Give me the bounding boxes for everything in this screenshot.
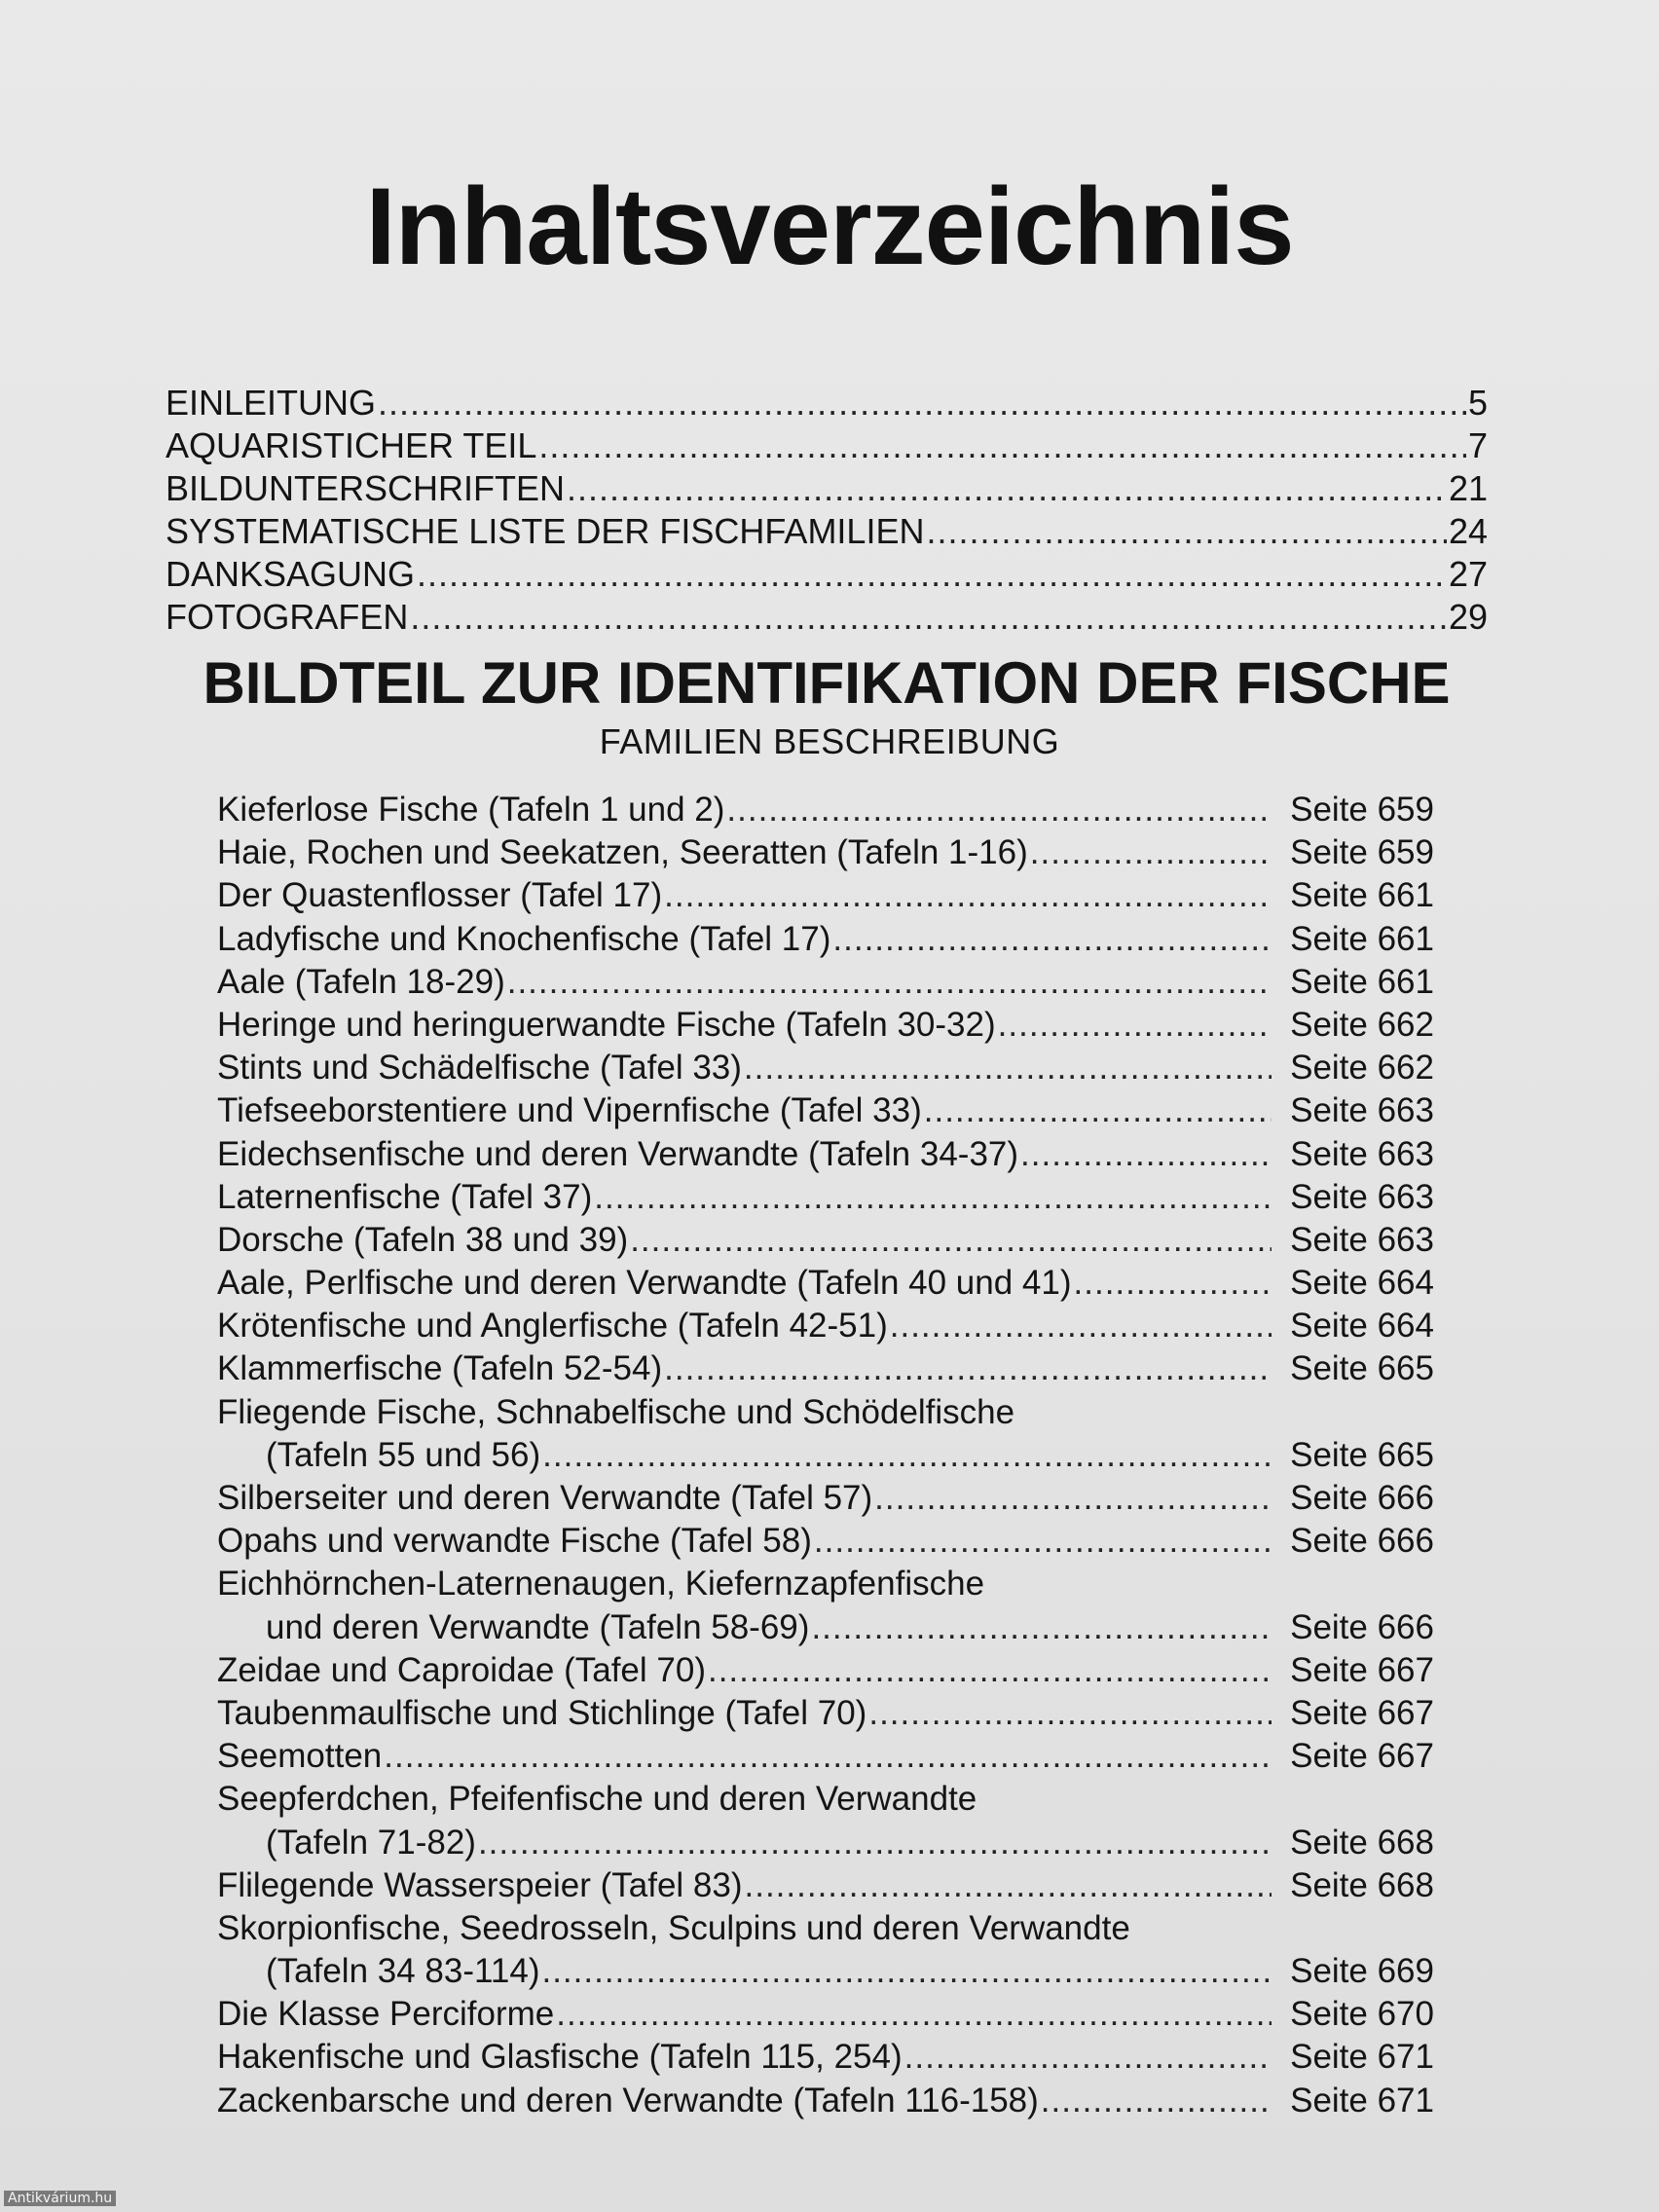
- toc-entry-label: Kieferlose Fische (Tafeln 1 und 2): [217, 791, 725, 829]
- toc-entry: [217, 1089, 1434, 1132]
- dot-leader: [1041, 2080, 1272, 2122]
- toc-entry: [217, 1606, 1434, 1649]
- toc-entry-continuation: und deren Verwandte (Tafeln 58-69): [266, 1607, 810, 1646]
- section-subtitle: FAMILIEN BESCHREIBUNG: [599, 721, 1060, 761]
- toc-entry-label: Die Klasse Perciforme: [217, 1995, 555, 2034]
- toc-entry-page: 7: [1467, 425, 1488, 465]
- dot-leader: [417, 553, 1447, 596]
- toc-entry: [217, 1219, 1434, 1262]
- toc-entry-label: Der Quastenflosser (Tafel 17): [217, 876, 663, 915]
- toc-entry-page: 29: [1448, 597, 1488, 637]
- dot-leader: [538, 424, 1466, 467]
- dot-leader: [726, 789, 1272, 831]
- toc-entry-continuation: (Tafeln 55 und 56): [266, 1435, 541, 1474]
- toc-entry-page: Seite 667: [1290, 1650, 1434, 1689]
- toc-entry-page: Seite 665: [1290, 1435, 1434, 1474]
- toc-entry-label: Aale (Tafeln 18-29): [217, 962, 505, 1001]
- toc-entry-label: Opahs und verwandte Fische (Tafel 58): [217, 1522, 812, 1561]
- toc-entry-page: Seite 666: [1290, 1479, 1434, 1517]
- toc-entry: [217, 1950, 1434, 1993]
- toc-entry-label: Ladyfische und Knochenfische (Tafel 17): [217, 919, 831, 958]
- family-toc-list: [217, 789, 1434, 2122]
- toc-entry-label: Haie, Rochen und Seekatzen, Seeratten (Tafeln 1-16): [217, 833, 1028, 872]
- toc-entry: [217, 1993, 1434, 2036]
- toc-entry-page: Seite 663: [1290, 1134, 1434, 1173]
- toc-entry: [217, 1262, 1434, 1305]
- dot-leader: [478, 1822, 1272, 1864]
- toc-entry-page: Seite 666: [1290, 1522, 1434, 1561]
- toc-entry-page: Seite 667: [1290, 1693, 1434, 1732]
- toc-entry-label: Eidechsenfische und deren Verwandte (Tafeln 34-37): [217, 1134, 1019, 1173]
- toc-entry-label: Heringe und heringuerwandte Fische (Tafeln 30-32): [217, 1005, 996, 1044]
- dot-leader: [378, 382, 1466, 424]
- toc-entry-page: Seite 665: [1290, 1349, 1434, 1388]
- toc-entry: [217, 961, 1434, 1004]
- watermark: Antikvárium.hu: [4, 2191, 116, 2206]
- toc-entry: [217, 1176, 1434, 1219]
- toc-entry-page: Seite 668: [1290, 1823, 1434, 1862]
- dot-leader: [924, 1089, 1272, 1132]
- toc-entry-label-line: Fliegende Fische, Schnabelfische und Schödelfische: [217, 1392, 1015, 1431]
- toc-entry: [217, 1735, 1434, 1778]
- toc-entry: [217, 1822, 1434, 1864]
- dot-leader: [874, 1477, 1272, 1520]
- dot-leader: [664, 1347, 1272, 1390]
- toc-entry-label: Zeidae und Caproidae (Tafel 70): [217, 1650, 706, 1689]
- dot-leader: [745, 1864, 1272, 1907]
- dot-leader: [708, 1649, 1272, 1692]
- toc-entry-page: Seite 662: [1290, 1049, 1434, 1088]
- dot-leader: [541, 1950, 1272, 1993]
- page-title: Inhaltsverzeichnis: [365, 166, 1294, 287]
- toc-entry-page: Seite 663: [1290, 1091, 1434, 1130]
- toc-entry-page: Seite 663: [1290, 1177, 1434, 1216]
- toc-entry-label: Seemotten: [217, 1737, 383, 1776]
- toc-entry-page: Seite 663: [1290, 1220, 1434, 1259]
- toc-entry-page: Seite 664: [1290, 1264, 1434, 1303]
- toc-entry-page: Seite 664: [1290, 1307, 1434, 1346]
- dot-leader: [904, 2036, 1272, 2079]
- toc-entry: [217, 1434, 1434, 1477]
- toc-entry: [217, 789, 1434, 831]
- toc-entry: [217, 2080, 1434, 2122]
- dot-leader: [630, 1219, 1272, 1262]
- dot-leader: [507, 961, 1272, 1004]
- toc-entry: [217, 1520, 1434, 1563]
- toc-entry-page: 21: [1448, 468, 1488, 508]
- toc-entry: [217, 831, 1434, 874]
- dot-leader: [926, 510, 1446, 553]
- toc-entry: [217, 1305, 1434, 1347]
- toc-entry-continuation: (Tafeln 71-82): [266, 1823, 476, 1862]
- intro-toc-list: [166, 382, 1488, 639]
- dot-leader: [832, 918, 1272, 961]
- toc-entry-label: AQUARISTICHER TEIL: [166, 425, 537, 465]
- toc-entry: [166, 510, 1488, 553]
- dot-leader: [1020, 1133, 1272, 1176]
- toc-entry-label-line: Skorpionfische, Seedrosseln, Sculpins und deren Verwandte: [217, 1908, 1130, 1947]
- toc-entry-page: 24: [1448, 511, 1488, 551]
- toc-entry-label: Hakenfische und Glasfische (Tafeln 115, 254): [217, 2038, 903, 2077]
- toc-entry: [166, 553, 1488, 596]
- toc-entry-label: Dorsche (Tafeln 38 und 39): [217, 1220, 629, 1259]
- toc-entry: [217, 918, 1434, 961]
- toc-entry-label: Klammerfische (Tafeln 52-54): [217, 1349, 663, 1388]
- toc-entry-page: Seite 661: [1290, 876, 1434, 915]
- toc-entry: [217, 1004, 1434, 1047]
- toc-entry: [166, 467, 1488, 510]
- toc-entry: [166, 596, 1488, 639]
- toc-entry-label: Silberseiter und deren Verwandte (Tafel 57): [217, 1479, 873, 1517]
- toc-entry: [217, 874, 1434, 917]
- toc-entry-page: Seite 669: [1290, 1952, 1434, 1991]
- dot-leader: [594, 1176, 1272, 1219]
- dot-leader: [811, 1606, 1272, 1649]
- toc-entry-page: Seite 659: [1290, 791, 1434, 829]
- dot-leader: [664, 874, 1272, 917]
- dot-leader: [1030, 831, 1272, 874]
- dot-leader: [890, 1305, 1272, 1347]
- dot-leader: [998, 1004, 1272, 1047]
- toc-entry: [217, 2036, 1434, 2079]
- toc-entry: [217, 1133, 1434, 1176]
- dot-leader: [556, 1993, 1272, 2036]
- dot-leader: [868, 1692, 1272, 1735]
- toc-entry-label: DANKSAGUNG: [166, 554, 416, 594]
- toc-entry-page: Seite 666: [1290, 1607, 1434, 1646]
- toc-entry-page: Seite 670: [1290, 1995, 1434, 2034]
- toc-entry: [217, 1047, 1434, 1089]
- toc-entry: [217, 1692, 1434, 1735]
- toc-entry-label: Aale, Perlfische und deren Verwandte (Tafeln 40 und 41): [217, 1264, 1072, 1303]
- toc-entry-page: Seite 671: [1290, 2038, 1434, 2077]
- toc-entry-label: Krötenfische und Anglerfische (Tafeln 42-51): [217, 1307, 888, 1346]
- toc-entry-label: Tiefseeborstentiere und Vipernfische (Tafel 33): [217, 1091, 922, 1130]
- toc-entry-page: Seite 668: [1290, 1865, 1434, 1904]
- section-title: BILDTEIL ZUR IDENTIFIKATION DER FISCHE: [203, 650, 1451, 716]
- toc-entry-page: Seite 659: [1290, 833, 1434, 872]
- toc-entry-label: BILDUNTERSCHRIFTEN: [166, 468, 566, 508]
- toc-entry-label: Zackenbarsche und deren Verwandte (Tafeln 116-158): [217, 2081, 1039, 2120]
- toc-entry-label: FOTOGRAFEN: [166, 597, 409, 637]
- toc-entry-label: Flilegende Wasserspeier (Tafel 83): [217, 1865, 743, 1904]
- dot-leader: [567, 467, 1447, 510]
- dot-leader: [1074, 1262, 1272, 1305]
- toc-entry-label: EINLEITUNG: [166, 383, 377, 423]
- toc-entry: [217, 1864, 1434, 1907]
- toc-entry-page: Seite 661: [1290, 919, 1434, 958]
- toc-entry: [166, 424, 1488, 467]
- dot-leader: [814, 1520, 1272, 1563]
- toc-entry-page: Seite 662: [1290, 1005, 1434, 1044]
- dot-leader: [744, 1047, 1272, 1089]
- toc-entry-continuation: (Tafeln 34 83-114): [266, 1952, 540, 1991]
- toc-entry-label: SYSTEMATISCHE LISTE DER FISCHFAMILIEN: [166, 511, 925, 551]
- toc-entry-page: Seite 671: [1290, 2081, 1434, 2120]
- toc-entry-label-line: Eichhörnchen-Laternenaugen, Kiefernzapfenfische: [217, 1565, 985, 1604]
- toc-entry: [217, 1649, 1434, 1692]
- toc-entry-page: Seite 667: [1290, 1737, 1434, 1776]
- toc-entry-page: Seite 661: [1290, 962, 1434, 1001]
- toc-entry-label: Laternenfische (Tafel 37): [217, 1177, 593, 1216]
- toc-entry: [166, 382, 1488, 424]
- toc-entry-page: 27: [1448, 554, 1488, 594]
- toc-entry-page: 5: [1467, 383, 1488, 423]
- dot-leader: [542, 1434, 1272, 1477]
- dot-leader: [410, 596, 1447, 639]
- toc-entry: [217, 1477, 1434, 1520]
- toc-entry-label-line: Seepferdchen, Pfeifenfische und deren Verwandte: [217, 1780, 977, 1819]
- toc-entry-label: Stints und Schädelfische (Tafel 33): [217, 1049, 742, 1088]
- dot-leader: [384, 1735, 1272, 1778]
- toc-entry-label: Taubenmaulfische und Stichlinge (Tafel 70): [217, 1693, 867, 1732]
- toc-entry: [217, 1347, 1434, 1390]
